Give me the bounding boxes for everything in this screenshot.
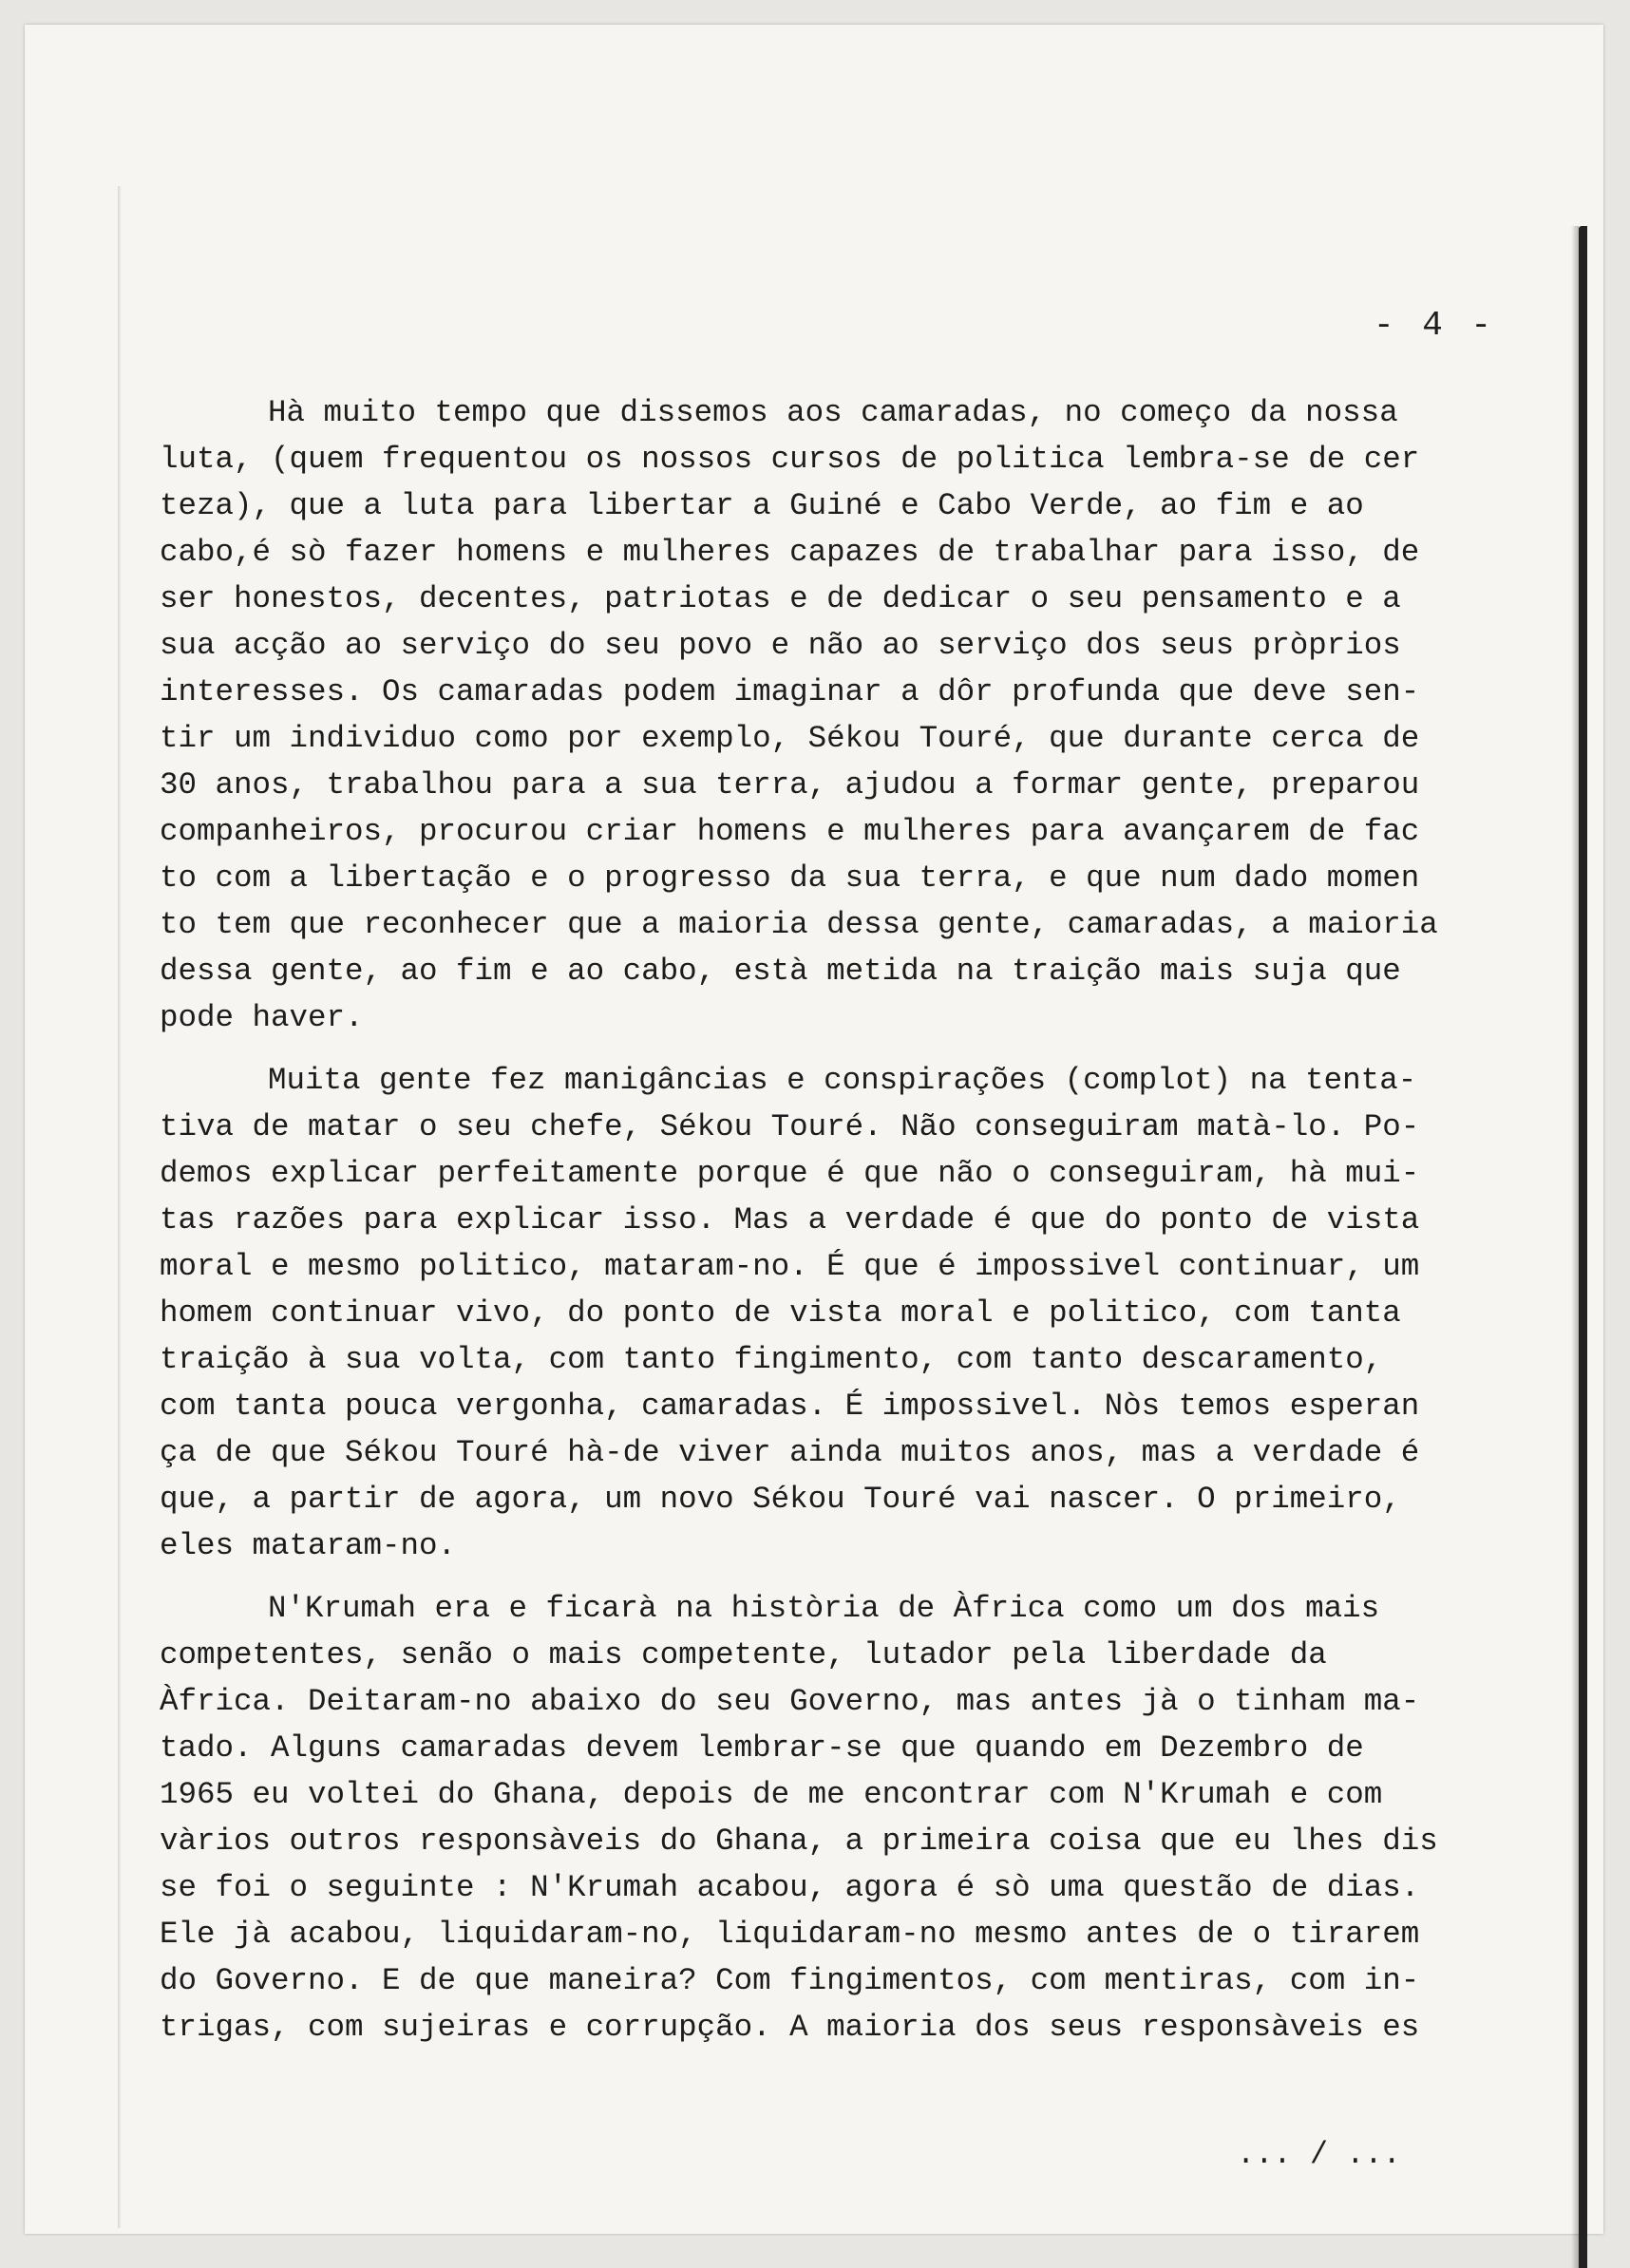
- text-line: pode haver.: [160, 1000, 364, 1035]
- text-line: Àfrica. Deitaram-no abaixo do seu Governo, mas antes jà o tinham ma-: [160, 1684, 1420, 1719]
- text-line: to tem que reconhecer que a maioria dessa gente, camaradas, a maioria: [160, 907, 1438, 942]
- text-line: ser honestos, decentes, patriotas e de dedicar o seu pensamento e a: [160, 581, 1401, 616]
- text-line: to com a libertação e o progresso da sua terra, e que num dado momen: [160, 860, 1420, 896]
- text-line: com tanta pouca vergonha, camaradas. É impossivel. Nòs temos esperan: [160, 1389, 1420, 1424]
- text-line: Muita gente fez manigâncias e conspirações (complot) na tenta-: [268, 1063, 1417, 1098]
- binding-shadow: [1571, 226, 1579, 2268]
- text-line: teza), que a luta para libertar a Guiné e Cabo Verde, ao fim e ao: [160, 488, 1364, 523]
- text-line: tir um individuo como por exemplo, Sékou Touré, que durante cerca de: [160, 721, 1420, 756]
- text-line: Ele jà acabou, liquidaram-no, liquidaram-no mesmo antes de o tirarem: [160, 1917, 1420, 1952]
- text-line: tado. Alguns camaradas devem lembrar-se que quando em Dezembro de: [160, 1730, 1364, 1766]
- text-line: se foi o seguinte : N'Krumah acabou, agora é sò uma questão de dias.: [160, 1870, 1420, 1905]
- text-line: do Governo. E de que maneira? Com fingimentos, com mentiras, com in-: [160, 1963, 1420, 1998]
- paragraph-2: [160, 1057, 1508, 1569]
- text-line: trigas, com sujeiras e corrupção. A maioria dos seus responsàveis es: [160, 2010, 1420, 2045]
- text-line: interesses. Os camaradas podem imaginar a dôr profunda que deve sen-: [160, 674, 1420, 709]
- text-line: companheiros, procurou criar homens e mulheres para avançarem de fac: [160, 814, 1420, 849]
- text-line: luta, (quem frequentou os nossos cursos de politica lembra-se de cer: [160, 442, 1420, 477]
- text-line: Hà muito tempo que dissemos aos camaradas, no começo da nossa: [268, 395, 1398, 430]
- page-number: - 4 -: [1374, 306, 1496, 345]
- text-line: competentes, senão o mais competente, lutador pela liberdade da: [160, 1637, 1327, 1673]
- document-body: [160, 389, 1508, 2051]
- text-line: 1965 eu voltei do Ghana, depois de me encontrar com N'Krumah e com: [160, 1777, 1383, 1812]
- text-line: tiva de matar o seu chefe, Sékou Touré. Não conseguiram matà-lo. Po-: [160, 1109, 1420, 1144]
- text-line: moral e mesmo politico, mataram-no. É que é impossivel continuar, um: [160, 1249, 1420, 1284]
- text-line: vàrios outros responsàveis do Ghana, a primeira coisa que eu lhes dis: [160, 1824, 1438, 1859]
- text-line: eles mataram-no.: [160, 1528, 457, 1563]
- text-line: dessa gente, ao fim e ao cabo, està metida na traição mais suja que: [160, 954, 1401, 989]
- text-line: 30 anos, trabalhou para a sua terra, ajudou a formar gente, preparou: [160, 767, 1420, 803]
- paper-edge-shadow: [118, 186, 122, 2228]
- text-line: cabo,é sò fazer homens e mulheres capazes de trabalhar para isso, de: [160, 535, 1420, 570]
- text-line: traição à sua volta, com tanto fingimento, com tanto descaramento,: [160, 1342, 1383, 1377]
- continuation-mark: ... / ...: [1237, 2137, 1401, 2172]
- text-line: tas razões para explicar isso. Mas a verdade é que do ponto de vista: [160, 1202, 1420, 1238]
- text-line: N'Krumah era e ficarà na història de Àfrica como um dos mais: [268, 1591, 1380, 1626]
- text-line: demos explicar perfeitamente porque é que não o conseguiram, hà mui-: [160, 1156, 1420, 1191]
- text-line: homem continuar vivo, do ponto de vista moral e politico, com tanta: [160, 1295, 1401, 1331]
- text-line: sua acção ao serviço do seu povo e não ao serviço dos seus pròprios: [160, 628, 1401, 663]
- text-line: que, a partir de agora, um novo Sékou Touré vai nascer. O primeiro,: [160, 1482, 1401, 1517]
- binding-spine: [1579, 226, 1587, 2268]
- paragraph-1: [160, 389, 1508, 1041]
- text-line: ça de que Sékou Touré hà-de viver ainda muitos anos, mas a verdade é: [160, 1435, 1420, 1470]
- paragraph-3: [160, 1585, 1508, 2051]
